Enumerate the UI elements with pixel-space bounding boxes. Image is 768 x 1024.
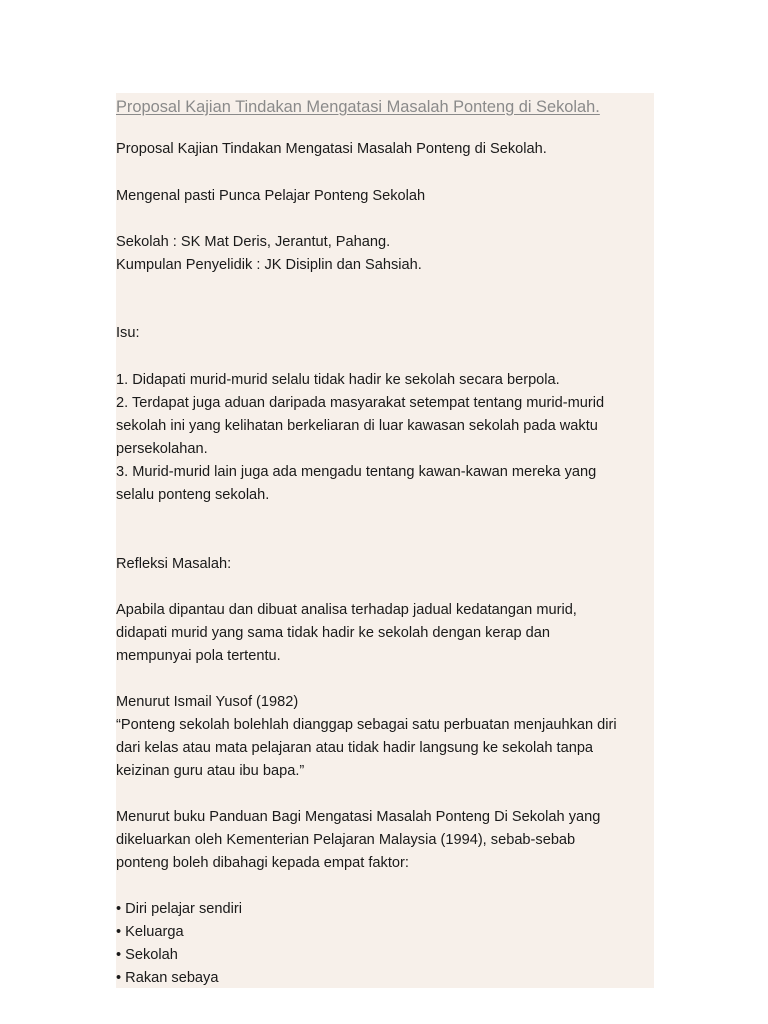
factor-list-item: • Diri pelajar sendiri: [116, 901, 242, 917]
title-link[interactable]: Proposal Kajian Tindakan Mengatasi Masalah Ponteng di Sekolah.: [116, 98, 600, 116]
factor-list-item: • Sekolah: [116, 947, 178, 963]
research-group-line: Kumpulan Penyelidik : JK Disiplin dan Sahsiah.: [116, 257, 422, 273]
guide-paragraph-line: ponteng boleh dibahagi kepada empat faktor:: [116, 855, 409, 871]
document-heading: Proposal Kajian Tindakan Mengatasi Masalah Ponteng di Sekolah.: [116, 141, 547, 157]
issues-heading: Isu:: [116, 325, 140, 341]
reflection-line: didapati murid yang sama tidak hadir ke sekolah dengan kerap dan: [116, 625, 551, 641]
issues-line: 3. Murid-murid lain juga ada mengadu tentang kawan-kawan mereka yang: [116, 464, 597, 480]
issues-line: 2. Terdapat juga aduan daripada masyarakat setempat tentang murid-murid: [116, 395, 605, 411]
factor-list-item: • Keluarga: [116, 924, 184, 940]
factor-list-item: • Rakan sebaya: [116, 970, 219, 986]
citation-quote-line: “Ponteng sekolah bolehlah dianggap sebagai satu perbuatan menjauhkan diri: [116, 717, 617, 733]
school-line: Sekolah : SK Mat Deris, Jerantut, Pahang.: [116, 234, 391, 250]
issues-line: sekolah ini yang kelihatan berkeliaran di luar kawasan sekolah pada waktu: [116, 418, 598, 434]
document-subtitle: Mengenal pasti Punca Pelajar Ponteng Sekolah: [116, 188, 426, 204]
guide-paragraph-line: dikeluarkan oleh Kementerian Pelajaran Malaysia (1994), sebab-sebab: [116, 832, 576, 848]
issues-line: 1. Didapati murid-murid selalu tidak hadir ke sekolah secara berpola.: [116, 372, 560, 388]
issues-line: persekolahan.: [116, 441, 208, 457]
reflection-line: Apabila dipantau dan dibuat analisa terhadap jadual kedatangan murid,: [116, 602, 577, 618]
issues-line: selalu ponteng sekolah.: [116, 487, 270, 503]
citation-quote-line: dari kelas atau mata pelajaran atau tidak hadir langsung ke sekolah tanpa: [116, 740, 594, 756]
guide-paragraph-line: Menurut buku Panduan Bagi Mengatasi Masalah Ponteng Di Sekolah yang: [116, 809, 601, 825]
reflection-heading: Refleksi Masalah:: [116, 556, 232, 572]
reflection-line: mempunyai pola tertentu.: [116, 648, 281, 664]
document-page: [116, 93, 654, 988]
citation-quote-line: keizinan guru atau ibu bapa.”: [116, 763, 305, 779]
citation-source: Menurut Ismail Yusof (1982): [116, 694, 299, 710]
